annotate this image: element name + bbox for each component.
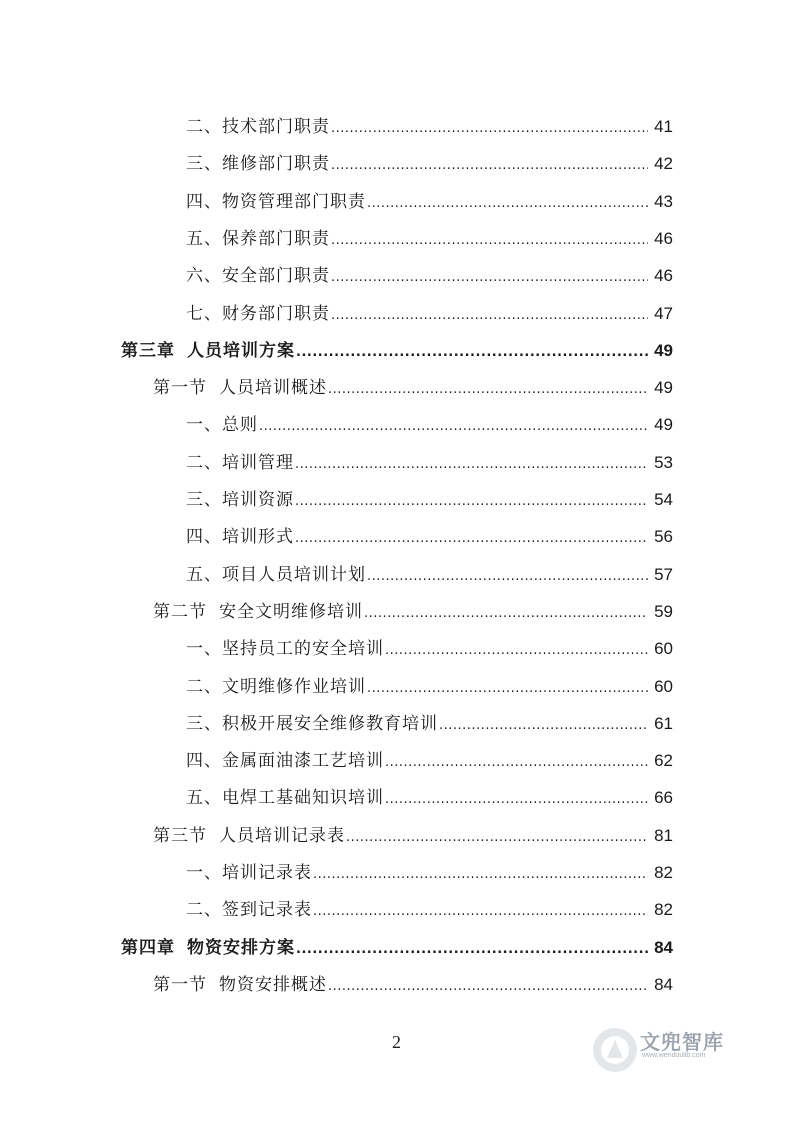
toc-entry-number: 一、 (186, 415, 222, 436)
toc-entry-number: 一、 (186, 863, 222, 883)
toc-entry-page: 60 (654, 676, 673, 696)
toc-entry-title: 财务部门职责 (222, 303, 330, 324)
dot-leader (295, 527, 648, 547)
toc-entry[interactable] (186, 249, 673, 286)
toc-entry-number: 五、 (186, 788, 222, 809)
toc-section[interactable] (153, 361, 673, 398)
toc-section-number: 第三节 (153, 825, 207, 846)
toc-chapter-number: 第三章 (121, 340, 175, 361)
toc-entry-page: 62 (654, 751, 673, 771)
toc-entry-title: 电焊工基础知识培训 (222, 788, 384, 809)
toc-entry-title: 培训资源 (222, 490, 294, 510)
dot-leader (296, 938, 648, 958)
dot-leader (346, 826, 648, 846)
dot-leader (295, 490, 648, 510)
toc-entry-page: 60 (654, 639, 673, 659)
toc-entry[interactable] (186, 287, 673, 324)
toc-chapter[interactable] (121, 324, 673, 361)
toc-entry-number: 五、 (186, 228, 222, 249)
dot-leader (367, 565, 648, 585)
dot-leader (259, 415, 648, 435)
toc-entry-title: 总则 (222, 415, 258, 436)
toc-entry[interactable] (186, 771, 673, 808)
dot-leader (367, 677, 648, 697)
toc-entry-number: 二、 (186, 117, 222, 137)
toc-entry[interactable] (186, 473, 673, 510)
toc-entry-page: 49 (654, 415, 673, 435)
toc-entry-title: 签到记录表 (222, 900, 312, 921)
toc-entry-page: 82 (654, 863, 673, 882)
dot-leader (331, 304, 648, 324)
toc-section-title: 安全文明维修培训 (219, 601, 363, 622)
dot-leader (331, 117, 648, 137)
dot-leader (331, 154, 648, 174)
toc-entry[interactable] (186, 622, 673, 659)
toc-entry[interactable] (186, 660, 673, 697)
toc-section[interactable] (153, 958, 673, 995)
toc-section[interactable] (153, 585, 673, 622)
toc-entry-number: 四、 (186, 527, 222, 548)
toc-entry-number: 三、 (186, 713, 222, 734)
toc-entry-title: 物资管理部门职责 (222, 191, 366, 212)
toc-entry-title: 项目人员培训计划 (222, 564, 366, 585)
toc-entry-page: 59 (654, 601, 673, 621)
watermark-brand: 文兜智库 (640, 1030, 724, 1054)
toc-section-title: 人员培训概述 (219, 378, 327, 399)
toc-chapter-number: 第四章 (121, 937, 175, 958)
toc-entry-title: 安全部门职责 (222, 266, 330, 287)
page-number: 2 (392, 1032, 401, 1052)
dot-leader (385, 639, 648, 659)
toc-chapter-title: 物资安排方案 (187, 937, 295, 958)
toc-entry-title: 保养部门职责 (222, 228, 330, 249)
watermark-url: www.wendoulib.com (642, 1052, 706, 1059)
dot-leader (385, 751, 648, 771)
toc-entry-title: 积极开展安全维修教育培训 (222, 713, 438, 734)
toc-entry-page: 49 (654, 340, 673, 360)
toc-entry-number: 四、 (186, 751, 222, 772)
toc-section-number: 第一节 (153, 974, 207, 995)
toc-entry-page: 47 (654, 303, 673, 323)
toc-entry[interactable] (186, 846, 673, 883)
toc-entry[interactable] (186, 100, 673, 137)
toc-entry[interactable] (186, 137, 673, 174)
toc-entry-page: 46 (654, 228, 673, 248)
toc-chapter[interactable] (121, 921, 673, 958)
toc-entry[interactable] (186, 548, 673, 585)
toc-entry-page: 57 (654, 564, 673, 584)
toc-entry-page: 42 (654, 154, 673, 174)
toc-entry-number: 七、 (186, 303, 222, 324)
toc-entry[interactable] (186, 398, 673, 435)
toc-entry-number: 二、 (186, 676, 222, 697)
dot-leader (439, 714, 648, 734)
toc-entry-page: 54 (654, 490, 673, 509)
toc-entry-page: 82 (654, 900, 673, 920)
toc-section-title: 人员培训记录表 (219, 825, 345, 846)
toc-section[interactable] (153, 809, 673, 846)
toc-entry-title: 培训形式 (222, 527, 294, 548)
dot-leader (313, 863, 648, 883)
dot-leader (367, 192, 648, 212)
toc-entry-page: 43 (654, 191, 673, 211)
dot-leader (385, 788, 648, 808)
toc-section-number: 第一节 (153, 378, 207, 399)
toc-entry-title: 培训记录表 (222, 863, 312, 883)
toc-entry[interactable] (186, 883, 673, 920)
toc-entry-title: 培训管理 (222, 452, 294, 473)
toc-entry-page: 41 (654, 117, 673, 136)
dot-leader (313, 900, 648, 920)
toc-entry-page: 81 (654, 825, 673, 845)
toc-entry-number: 四、 (186, 191, 222, 212)
toc-entry[interactable] (186, 175, 673, 212)
toc-entry-title: 金属面油漆工艺培训 (222, 751, 384, 772)
toc-entry[interactable] (186, 212, 673, 249)
toc-entry-page: 61 (654, 713, 673, 733)
toc-entry-title: 坚持员工的安全培训 (222, 639, 384, 660)
dot-leader (296, 341, 648, 361)
dot-leader (331, 266, 648, 286)
toc-entry-number: 三、 (186, 154, 222, 175)
toc-chapter-title: 人员培训方案 (187, 340, 295, 361)
toc-entry-page: 84 (654, 937, 673, 957)
toc-entry-title: 技术部门职责 (222, 117, 330, 137)
toc-entry[interactable] (186, 697, 673, 734)
toc-entry-page: 56 (654, 527, 673, 547)
toc-entry-page: 49 (654, 378, 673, 398)
toc-entry[interactable] (186, 436, 673, 473)
toc-entry[interactable] (186, 734, 673, 771)
toc-entry-title: 维修部门职责 (222, 154, 330, 175)
toc-section-title: 物资安排概述 (219, 974, 327, 995)
dot-leader (331, 229, 648, 249)
dot-leader (328, 975, 648, 995)
toc-entry-page: 53 (654, 452, 673, 472)
toc-entry-number: 二、 (186, 900, 222, 921)
toc-entry-number: 一、 (186, 639, 222, 660)
toc-section-number: 第二节 (153, 601, 207, 622)
toc-entry-page: 84 (654, 974, 673, 994)
toc-entry-number: 三、 (186, 490, 222, 510)
toc-entry-page: 46 (654, 266, 673, 286)
toc-entry-title: 文明维修作业培训 (222, 676, 366, 697)
toc-entry-number: 六、 (186, 266, 222, 287)
toc-entry-page: 66 (654, 788, 673, 808)
dot-leader (364, 602, 648, 622)
dot-leader (295, 453, 648, 473)
toc-entry-number: 五、 (186, 564, 222, 585)
toc-entry[interactable] (186, 510, 673, 547)
dot-leader (328, 378, 648, 398)
toc-entry-number: 二、 (186, 452, 222, 473)
